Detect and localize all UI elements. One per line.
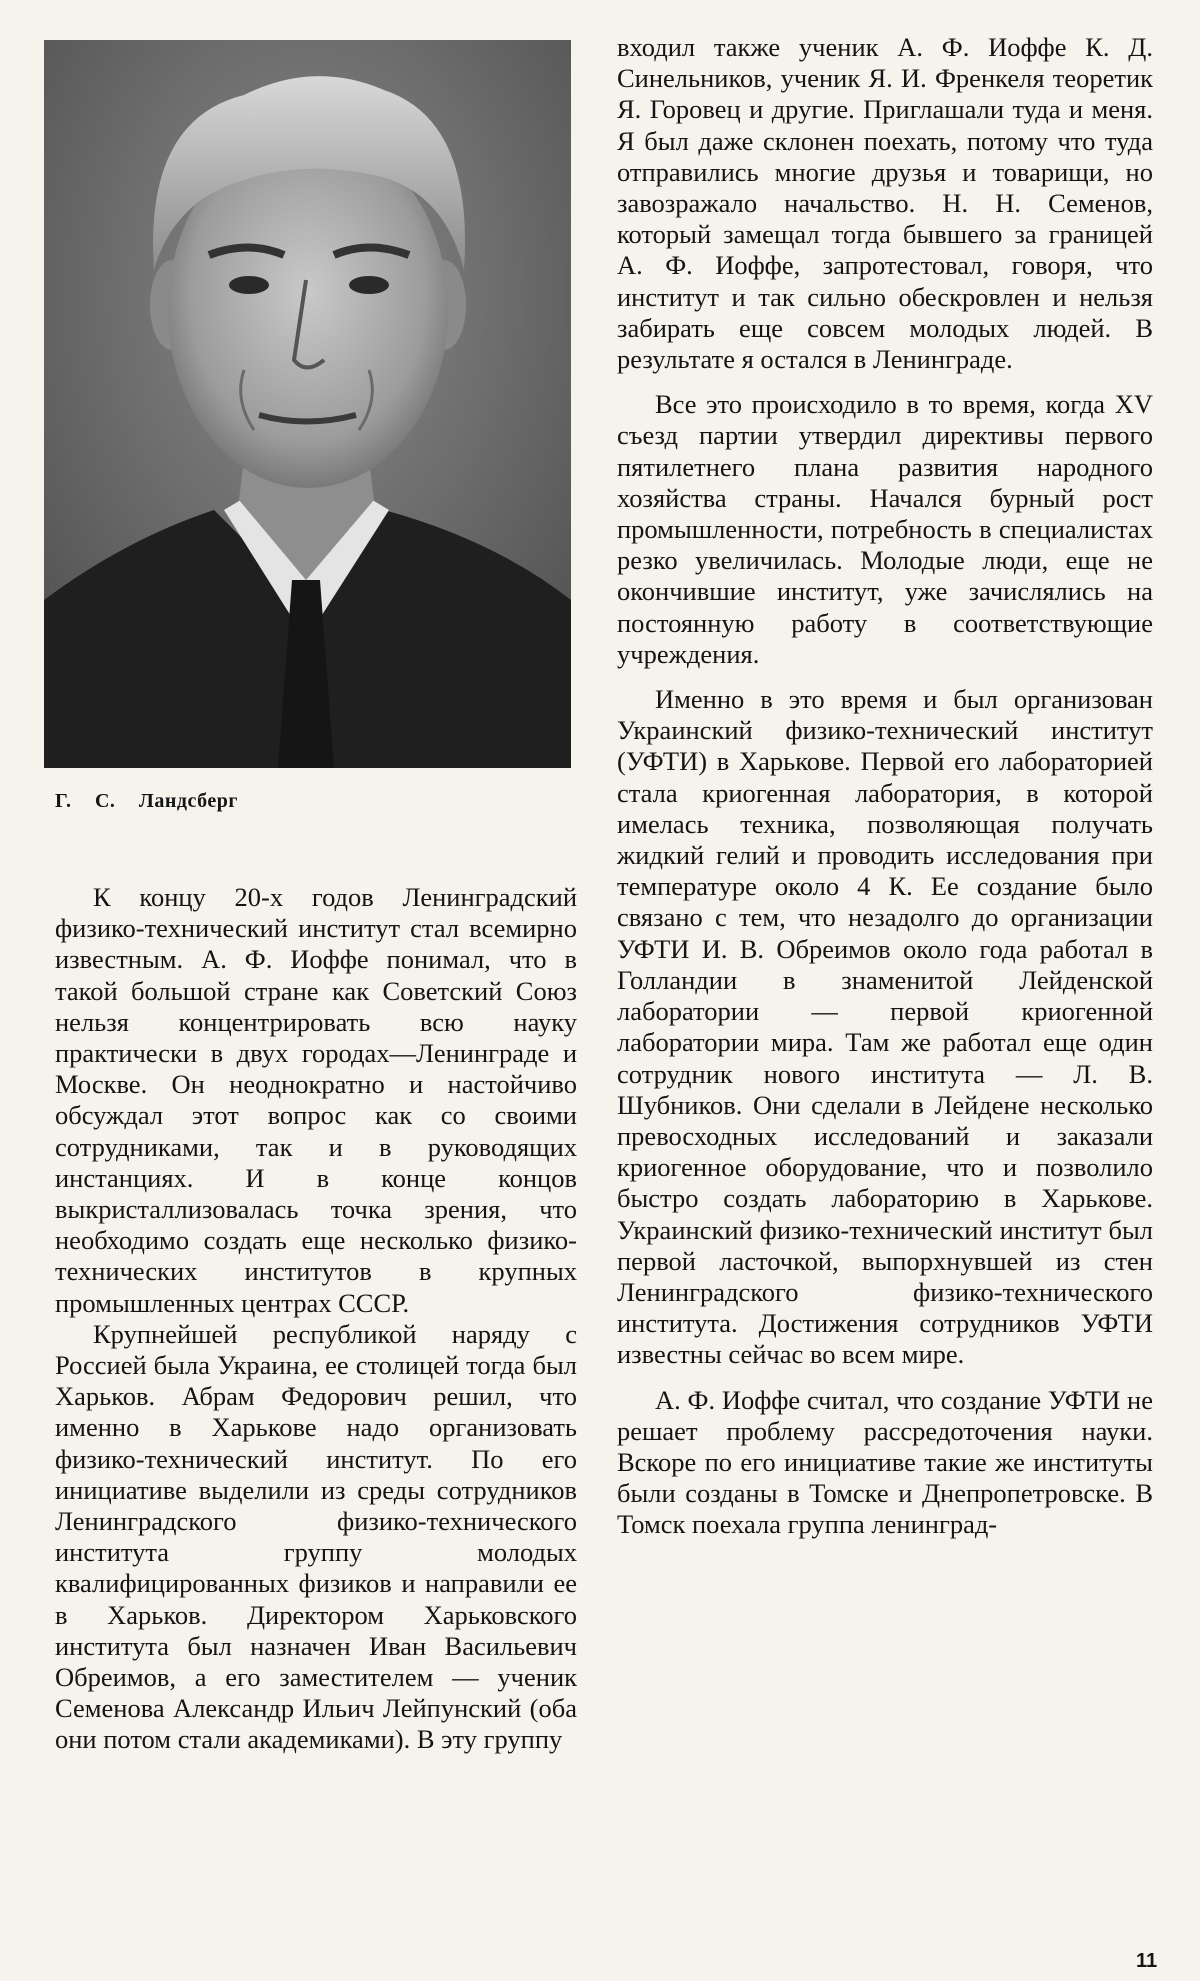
photo-caption: Г. С. Ландсберг bbox=[55, 790, 238, 812]
portrait-illustration bbox=[44, 40, 571, 768]
paragraph: Именно в это время и был организован Украинский физико-технический институт (УФТИ) в Харькове. Первой его лабораторией стала криогенная лаборатория, в которой имелась техника, позволяющая получать жидкий гелий и проводить исследования при температуре около 4 К. Ее создание было связано с тем, что незадолго до организации УФТИ И. В. Обреимов около года работал в Голландии в знаменитой Лейденской лаборатории — первой криогенной лаборатории мира. Там же работал еще один сотрудник нового института — Л. В. Шубников. Они сделали в Лейдене несколько превосходных исследований и заказали криогенное оборудование, что и позволило быстро создать лабораторию в Харькове. Украинский физико-технический институт был первой ласточкой, выпорхнувшей из стен Ленинградского физико-технического института. Достижения сотрудников УФТИ известны сейчас во всем мире. bbox=[617, 684, 1153, 1370]
paragraph: входил также ученик А. Ф. Иоффе К. Д. Синельников, ученик Я. И. Френкеля теоретик Я. Горовец и другие. Приглашали туда и меня. Я был даже склонен поехать, потому что туда отправились многие друзья и товарищи, но завозражало начальство. Н. Н. Семенов, который замещал тогда бывшего за границей А. Ф. Иоффе, запротестовал, говоря, что институт и так сильно обескровлен и нельзя забирать еще совсем молодых людей. В результате я остался в Ленинграде. bbox=[617, 32, 1153, 375]
page-number: 11 bbox=[1136, 1950, 1158, 1972]
right-column bbox=[617, 32, 1153, 1541]
paragraph: А. Ф. Иоффе считал, что создание УФТИ не решает проблему рассредоточения науки. Вскоре по его инициативе такие же институты были созданы в Томске и Днепропетровске. В Томск поехала группа ленинград- bbox=[617, 1384, 1153, 1540]
paragraph: Все это происходило в то время, когда XV съезд партии утвердил директивы первого пятилетнего плана развития народного хозяйства страны. Начался бурный рост промышленности, потребность в специалистах резко увеличилась. Молодые люди, еще не окончившие институт, уже зачислялись на постоянную работу в соответствующие учреждения. bbox=[617, 389, 1153, 669]
left-column bbox=[55, 882, 577, 1756]
paragraph: Крупнейшей республикой наряду с Россией была Украина, ее столицей тогда был Харьков. Абрам Федорович решил, что именно в Харькове надо организовать физико-технический институт. По его инициативе выделили из среды сотрудников Ленинградского физико-технического института группу молодых квалифицированных физиков и направили ее в Харьков. Директором Харьковского института был назначен Иван Васильевич Обреимов, а его заместителем — ученик Семенова Александр Ильич Лейпунский (оба они потом стали академиками). В эту группу bbox=[55, 1318, 577, 1755]
paragraph: К концу 20-х годов Ленинградский физико-технический институт стал всемирно известным. А. Ф. Иоффе понимал, что в такой большой стране как Советский Союз нельзя концентрировать всю науку практически в двух городах—Ленинграде и Москве. Он неоднократно и настойчиво обсуждал этот вопрос как со своими сотрудниками, так и в руководящих инстанциях. И в конце концов выкристаллизовалась точка зрения, что необходимо создать еще несколько физико-технических институтов в крупных промышленных центрах СССР. bbox=[55, 882, 577, 1318]
portrait-photo bbox=[44, 40, 571, 768]
